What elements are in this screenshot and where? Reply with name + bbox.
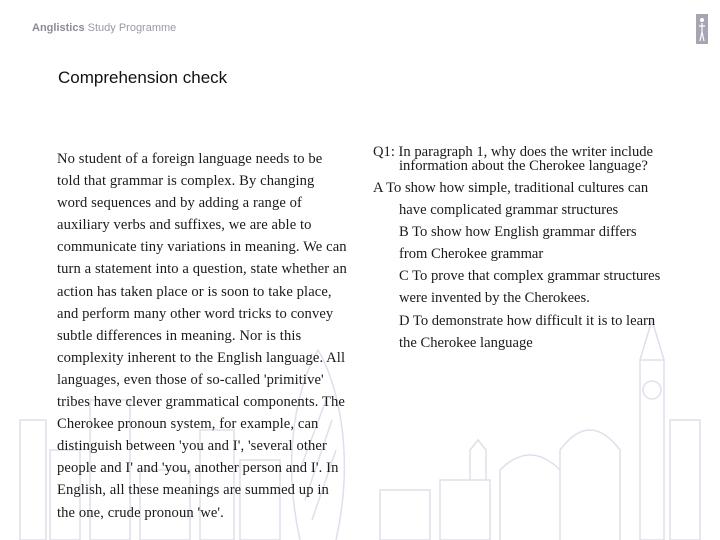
slide-title: Comprehension check xyxy=(58,68,228,87)
figure-logo-icon xyxy=(696,14,708,44)
programme-header xyxy=(32,22,176,34)
question-block xyxy=(373,146,663,354)
passage-text: No student of a foreign language needs to be told that grammar is complex. By changing word sequences and by adding a range of auxiliary verbs and suffixes, we are able to communicate tiny variations in meaning. We can turn a statement into a question, state whether an action has taken place or is soon to take place, and perform many other word tricks to convey subtle differences in meaning. Nor is this complexity inherent to the English language. All languages, even those of so-called 'primitive' tribes have clever grammatical components. The Cherokee pronoun system, for example, can distinguish between 'you and I', 'several other people and I' and 'you, another person and I'. In English, all these meanings are summed up in the one, crude pronoun 'we'. xyxy=(57,151,347,521)
answer-option-d: D To demonstrate how difficult it is to learn the Cherokee language xyxy=(399,312,656,351)
reading-passage xyxy=(57,148,347,524)
question-stem: Q1: In paragraph 1, why does the writer include information about the Cherokee language? xyxy=(373,144,654,174)
programme-subtitle: Study Programme xyxy=(87,22,177,34)
answer-option-b: B To show how English grammar differs from Cherokee grammar xyxy=(399,224,637,263)
answer-options xyxy=(373,177,663,354)
answer-option-a: A To show how simple, traditional cultures can have complicated grammar structures xyxy=(373,180,649,219)
answer-option-c: C To prove that complex grammar structures were invented by the Cherokees. xyxy=(399,268,661,307)
brand-name: Anglistics xyxy=(32,22,85,34)
